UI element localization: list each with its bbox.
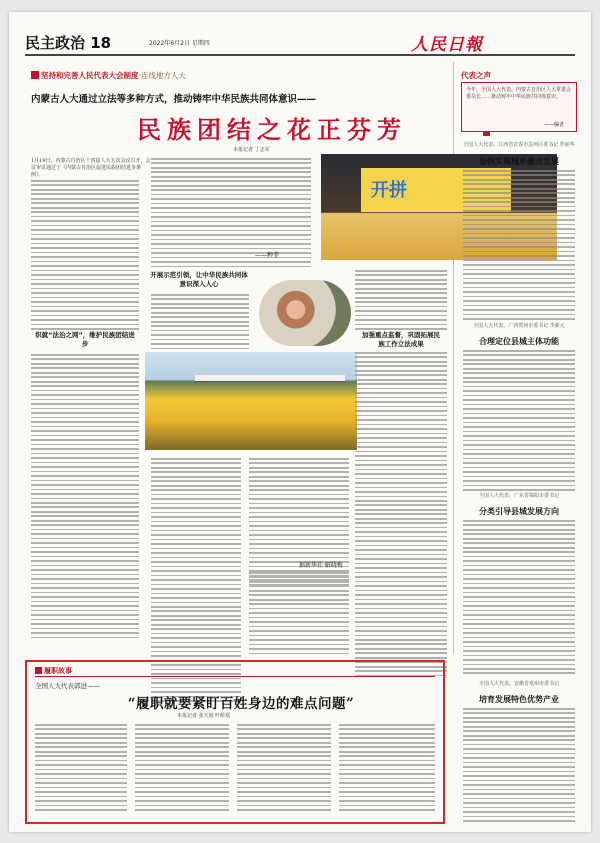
body-text-col1	[31, 180, 139, 332]
box-byline: 本报记者 张天姣 叶昕瑶	[177, 713, 231, 719]
portrait-photo	[259, 280, 351, 346]
rc-lede-3: 全国人大代表、广东省揭阳市委书记	[478, 493, 559, 499]
rc-title-4: 培育发展特色优势产业	[479, 695, 559, 704]
newspaper-page	[9, 12, 591, 832]
rc-title-2: 合理定位县城主体功能	[479, 337, 559, 346]
rc-text-1	[463, 170, 575, 322]
rc-title-1: 加快实现城乡融合发展	[479, 157, 559, 166]
right-column-head: 代表之声	[461, 70, 491, 81]
editor-note-box	[461, 82, 577, 132]
rc-text-4	[463, 708, 575, 825]
box-text-col4	[339, 724, 435, 814]
rc-lede-2: 全国人大代表、广西贺州市委书记 李新元	[473, 323, 565, 329]
main-intro: 1月19日，内蒙古自治区十四届人大五次会议召开，会议审议通过了《内蒙古自治区促进民族团结进步条例》。	[31, 158, 151, 178]
main-subhead: 内蒙古人大通过立法等多种方式，推动铸牢中华民族共同体意识——	[31, 94, 317, 105]
signature-1: ——种菲	[255, 252, 280, 259]
column-rule	[453, 62, 454, 654]
rc-lede-4: 全国人大代表、安徽省亳州市委书记	[478, 681, 559, 687]
rc-title-3: 分类引导县城发展方向	[479, 507, 559, 516]
main-byline: 本报记者 丁志军	[233, 147, 270, 153]
newspaper-logo: 人民日報	[411, 35, 483, 55]
body-text-col3	[355, 270, 447, 333]
section-head-3: 加强重点监督，巩固拓展民族工作立法成果	[362, 331, 440, 348]
rc-text-2	[463, 350, 575, 494]
main-headline: 民族团结之花正芬芳	[137, 116, 407, 144]
box-kicker: 履职故事	[35, 666, 72, 676]
kicker-tag-icon	[35, 667, 42, 674]
box-text-col1	[35, 724, 127, 814]
issue-date: 2022年6月2日 星期四	[149, 40, 210, 47]
section-head-2: 开展示范引领，让中华民族共同体意识深入人心	[150, 271, 248, 288]
body-text-col3b	[355, 352, 447, 679]
body-text-col5b	[249, 572, 349, 657]
rc-lede-1: 全国人大代表、江西省宜春市袁州区委书记 罗丽华	[463, 142, 575, 148]
sunflower-field-photo	[145, 352, 357, 450]
masthead	[25, 30, 575, 56]
box-rule	[35, 676, 435, 677]
editor-note: 今年，全国人大代表、内蒙古自治区人大常委会委员长……推动铸牢中华民族共同体意识。	[466, 87, 572, 100]
box-text-col3	[237, 724, 331, 814]
screen: 开拼	[361, 168, 511, 212]
section-title: 民主政治 18	[25, 34, 112, 52]
section-head-1: 织就“法治之网”，维护民族团结进步	[35, 331, 135, 348]
signature-2: 据新华社·解晓梅	[299, 562, 343, 569]
rc-text-3	[463, 520, 575, 677]
main-kicker: 坚持和完善人民代表大会制度·连线地方人大	[31, 70, 321, 82]
body-text-col2b	[151, 294, 249, 352]
body-text-col1b	[31, 354, 139, 641]
box-text-col2	[135, 724, 229, 814]
editor-sig: ——编者	[544, 122, 565, 128]
highlighted-story-box	[25, 660, 445, 824]
train	[195, 375, 345, 382]
kicker-tag-icon	[31, 71, 39, 79]
box-headline: “履职就要紧盯百姓身边的难点问题”	[127, 696, 355, 712]
box-subhead: 全国人大代表郭进——	[35, 682, 100, 690]
body-text-col2	[151, 158, 311, 270]
